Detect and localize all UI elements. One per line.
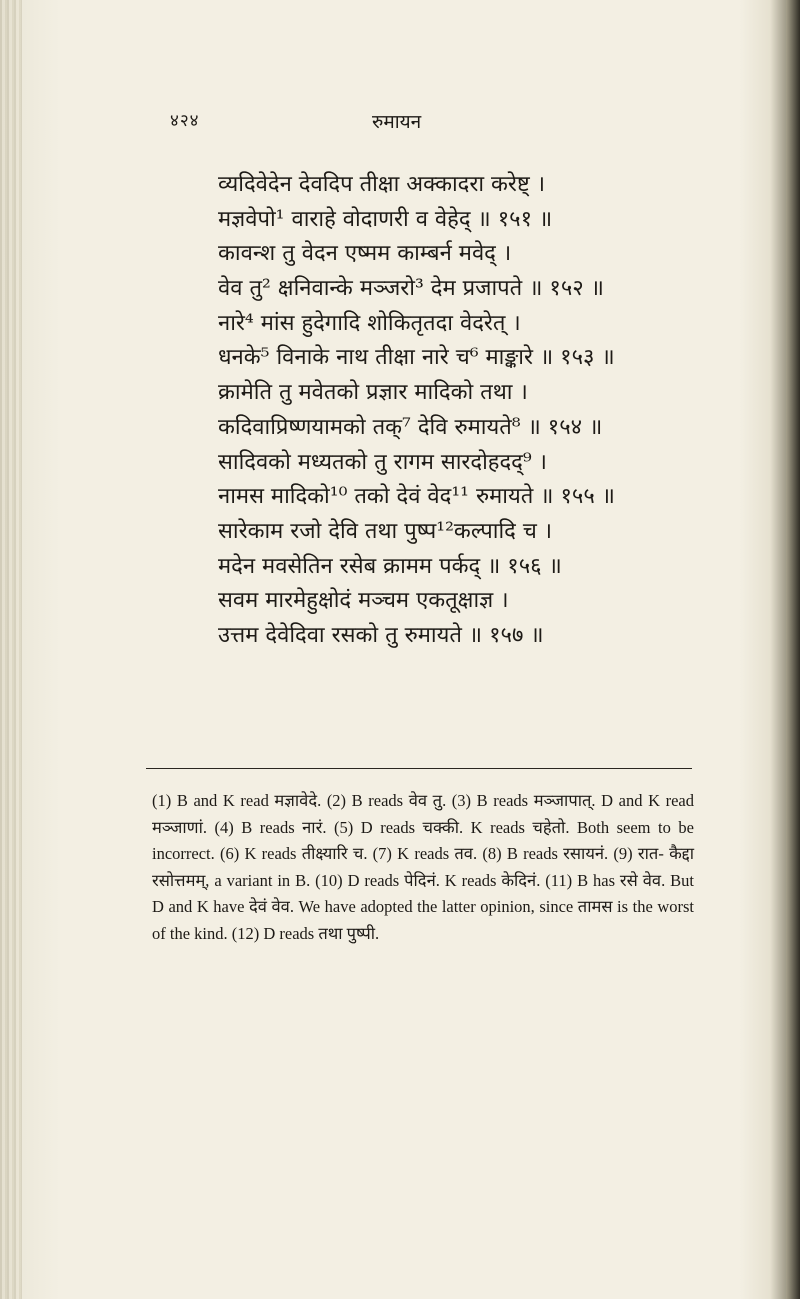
page-number: ४२४ (170, 111, 200, 131)
verse-line: कदिवाप्रिष्णयामको तक्⁷ देवि रुमायते⁸ ॥ १५४ ॥ (218, 414, 603, 440)
verse-line: वेव तु² क्षनिवान्के मञ्जरो³ देम प्रजापते ॥ १५२ ॥ (218, 276, 604, 302)
verse-line: कावन्श तु वेदन एष्मम काम्बर्न मवेद् । (218, 241, 512, 267)
footnotes (152, 788, 694, 947)
verse-line: सवम मारमेहुक्षोदं मञ्चम एकतूक्षाज्ञ । (218, 588, 509, 614)
verse-line: नामस मादिको¹⁰ तको देवं वेद¹¹ रुमायते ॥ १५५ ॥ (218, 484, 615, 510)
page-shadow-edge (786, 0, 800, 1299)
running-title: रुमायन (372, 111, 422, 133)
page-binding-edge (0, 0, 22, 1299)
verse-line: उत्तम देवेदिवा रसको तु रुमायते ॥ १५७ ॥ (218, 622, 544, 648)
verse-line: सारेकाम रजो देवि तथा पुष्प¹²कल्पादि च । (218, 518, 553, 544)
footnote-divider (146, 768, 692, 769)
verse-line: नारे⁴ मांस हुदेगादि शोकितृतदा वेदरेत् । (218, 310, 521, 336)
verse-line: व्यदिवेदेन देवदिप तीक्षा अक्कादरा करेष्ट् । (218, 172, 546, 197)
verse-line: मज्ञवेपो¹ वाराहे वोदाणरी व वेहेद् ॥ १५१ ॥ (218, 206, 553, 232)
verse-line: धनके⁵ विनाके नाथ तीक्षा नारे च⁶ माङ्कारे ॥ १५३ ॥ (218, 345, 615, 371)
verse-line: सादिवको मध्यतको तु रागम सारदोहदद्⁹ । (218, 449, 547, 475)
page-header (170, 108, 590, 138)
footnotes-text: (1) B and K read मज्ञावेदे. (2) B reads वेव तु. (3) B reads मञ्जापात्. D and K read मञ्जाणां. (4) B reads नारं. (5) D reads चक्की. K reads चहेतो. Both seem to be incorrect. (6) K reads तीक्ष्यारि च. (7) K reads तव. (8) B reads रसायनं. (9) रात- कैद्दा रसोत्तमम्, a variant in B. (10) D reads पेदिनं. K reads केदिनं. (11) B has रसे वेव. But D and K have देवं वेव. We have adopted the latter opinion, since तामस is the worst of the kind. (12) D reads तथा पुष्पी. (152, 791, 694, 943)
verse-line: मदेन मवसेतिन रसेब क्रामम पर्कद् ॥ १५६ ॥ (218, 553, 562, 579)
verse-block (218, 168, 718, 654)
verse-line: क्रामेति तु मवेतको प्रज्ञार मादिको तथा । (218, 380, 528, 406)
